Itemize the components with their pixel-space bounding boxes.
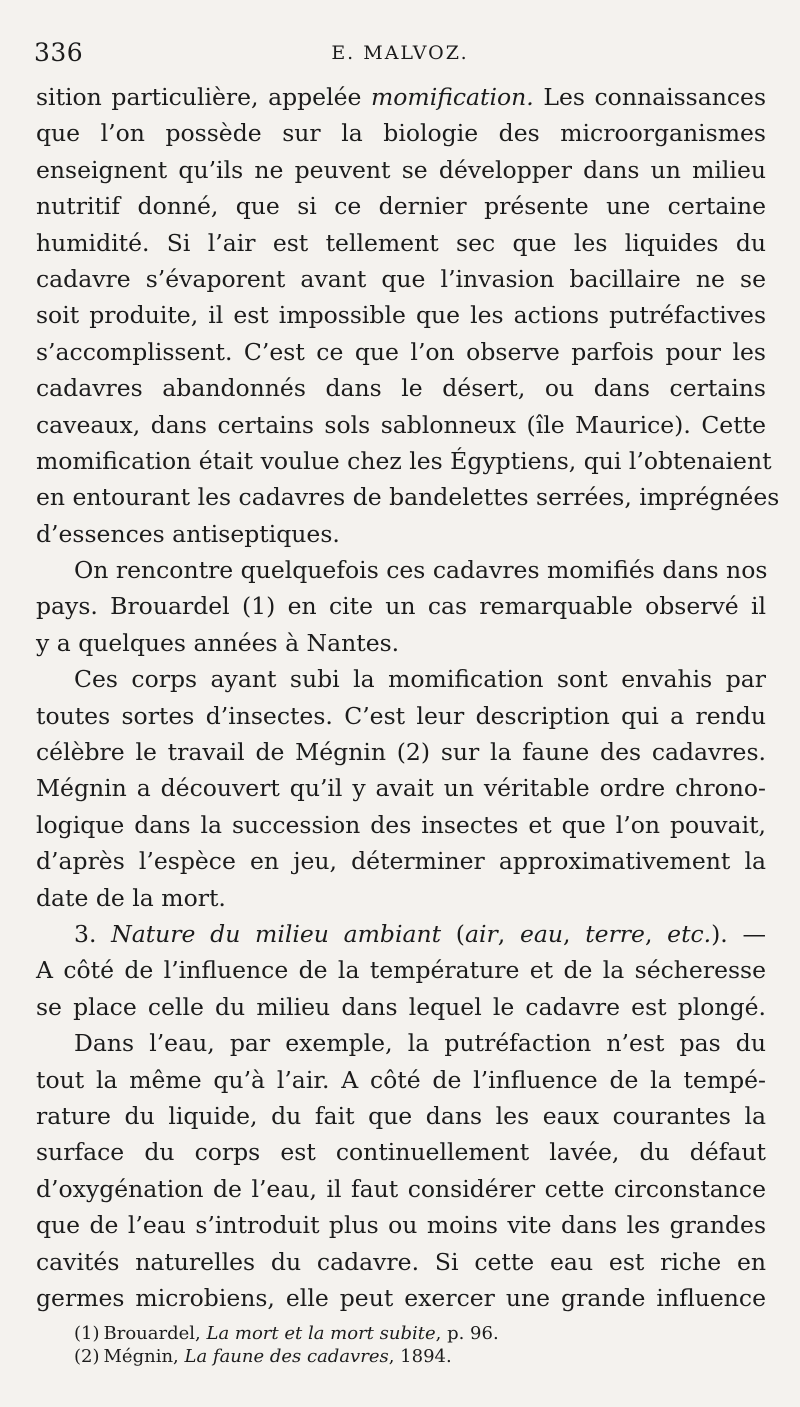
text-run: d’oxygénation de l’eau, il faut considérer cette circonstance [36, 1174, 766, 1203]
text-run: cadavre s’évaporent avant que l’invasion bacillaire ne se [36, 264, 766, 293]
italic-text: La mort et la mort subite [206, 1323, 436, 1344]
text-run: d’après l’espèce en jeu, déterminer approximativement la [36, 847, 766, 876]
text-run: Brouardel, [103, 1323, 207, 1344]
footnote-number: (1) [74, 1323, 100, 1344]
text-run: germes microbiens, elle peut exercer une grande influence [36, 1283, 766, 1312]
text-line [36, 625, 766, 661]
text-line [36, 1062, 766, 1098]
italic-text: terre [585, 919, 645, 948]
text-run: date de la mort. [36, 883, 226, 912]
text-line [36, 407, 766, 443]
text-line [36, 79, 766, 115]
text-line [36, 261, 766, 297]
italic-text: momification. [370, 83, 534, 111]
footnote [74, 1345, 714, 1368]
text-line [36, 734, 766, 770]
running-head [34, 38, 766, 70]
text-run: cadavres abandonnés dans le désert, ou dans certains [36, 374, 766, 403]
text-run: , p. 96. [435, 1323, 499, 1344]
text-line [36, 225, 766, 261]
text-run: A côté de l’influence de la température et de la sécheresse [36, 956, 766, 985]
page-number: 336 [34, 38, 84, 67]
body-text [36, 79, 780, 1316]
text-line [36, 1134, 766, 1170]
text-line [36, 188, 766, 224]
text-line [36, 807, 766, 843]
text-line [36, 1207, 766, 1243]
text-run: caveaux, dans certains sols sablonneux (île Maurice). Cette [36, 410, 766, 439]
text-run: tout la même qu’à l’air. A côté de l’influence de la tempé- [36, 1065, 766, 1094]
text-run: pays. Brouardel (1) en cite un cas remarquable observé il [36, 592, 766, 621]
text-run: Mégnin, [103, 1346, 185, 1367]
text-line [36, 334, 766, 370]
text-run: , [497, 919, 520, 948]
text-run: On rencontre quelquefois ces cadavres momifiés dans nos [74, 556, 768, 585]
text-run: humidité. Si l’air est tellement sec que les liquides du [36, 228, 766, 257]
text-run: nutritif donné, que si ce dernier présente une certaine [36, 192, 766, 221]
text-run: que de l’eau s’introduit plus ou moins vite dans les grandes [36, 1211, 766, 1240]
text-line [36, 552, 766, 588]
text-run: cavités naturelles du cadavre. Si cette eau est riche en [36, 1247, 766, 1276]
text-run: toutes sortes d’insectes. C’est leur description qui a rendu [36, 701, 766, 730]
text-run: surface du corps est continuellement lavée, du défaut [36, 1138, 766, 1167]
text-line [36, 1171, 766, 1207]
text-run: , [563, 919, 586, 948]
text-line [36, 698, 766, 734]
text-run: 3. [74, 919, 112, 948]
footnotes [74, 1322, 714, 1368]
text-run: d’essences antiseptiques. [36, 519, 340, 548]
text-line [36, 989, 766, 1025]
text-run: Mégnin a découvert qu’il y avait un véritable ordre chrono- [36, 774, 766, 803]
text-line [36, 443, 772, 479]
text-run: , [644, 919, 668, 948]
text-run: rature du liquide, du fait que dans les eaux courantes la [36, 1101, 766, 1130]
text-run: momification était voulue chez les Égyptiens, qui l’obtenaient [36, 446, 772, 475]
text-run: en entourant les cadavres de bandelettes serrées, imprégnées [36, 483, 780, 512]
text-run: soit produite, il est impossible que les actions putréfactives [36, 301, 766, 330]
text-run: enseignent qu’ils ne peuvent se développer dans un milieu [36, 155, 766, 184]
text-run: Ces corps ayant subi la momification sont envahis par [74, 665, 766, 694]
text-line [36, 916, 766, 952]
italic-text: Nature du milieu ambiant [111, 919, 442, 948]
text-run: sition particulière, appelée [36, 83, 371, 111]
text-line [36, 1098, 766, 1134]
footnote [74, 1322, 714, 1345]
text-line [36, 297, 766, 333]
text-line [36, 880, 766, 916]
text-run: ). — [711, 919, 766, 948]
text-run: se place celle du milieu dans lequel le cadavre est plongé. [36, 992, 766, 1021]
text-line [36, 770, 766, 806]
text-run: célèbre le travail de Mégnin (2) sur la faune des cadavres. [36, 738, 766, 767]
text-line [36, 1025, 766, 1061]
text-run: Dans l’eau, par exemple, la putréfaction n’est pas du [74, 1029, 766, 1058]
footnote-number: (2) [74, 1346, 100, 1367]
italic-text: air [464, 919, 498, 948]
text-line [36, 588, 766, 624]
text-line [36, 952, 766, 988]
italic-text: etc. [667, 919, 712, 948]
text-run: , 1894. [388, 1346, 452, 1367]
text-run: s’accomplissent. C’est ce que l’on observe parfois pour les [36, 337, 766, 366]
text-line [36, 115, 766, 151]
text-line [36, 516, 766, 552]
text-line [36, 1244, 766, 1280]
text-line [36, 370, 766, 406]
text-line [36, 479, 780, 515]
text-run: logique dans la succession des insectes et que l’on pouvait, [36, 810, 766, 839]
text-line [36, 843, 766, 879]
text-line [36, 661, 766, 697]
italic-text: eau [519, 919, 564, 948]
text-line [36, 152, 766, 188]
text-run: Les connaissances [533, 83, 767, 111]
text-run: ( [441, 919, 465, 948]
text-run: y a quelques années à Nantes. [36, 628, 400, 657]
text-line [36, 1280, 766, 1316]
text-run: que l’on possède sur la biologie des microorganismes [36, 119, 766, 148]
italic-text: La faune des cadavres [184, 1346, 389, 1367]
running-head-author: E. MALVOZ. [331, 42, 469, 64]
